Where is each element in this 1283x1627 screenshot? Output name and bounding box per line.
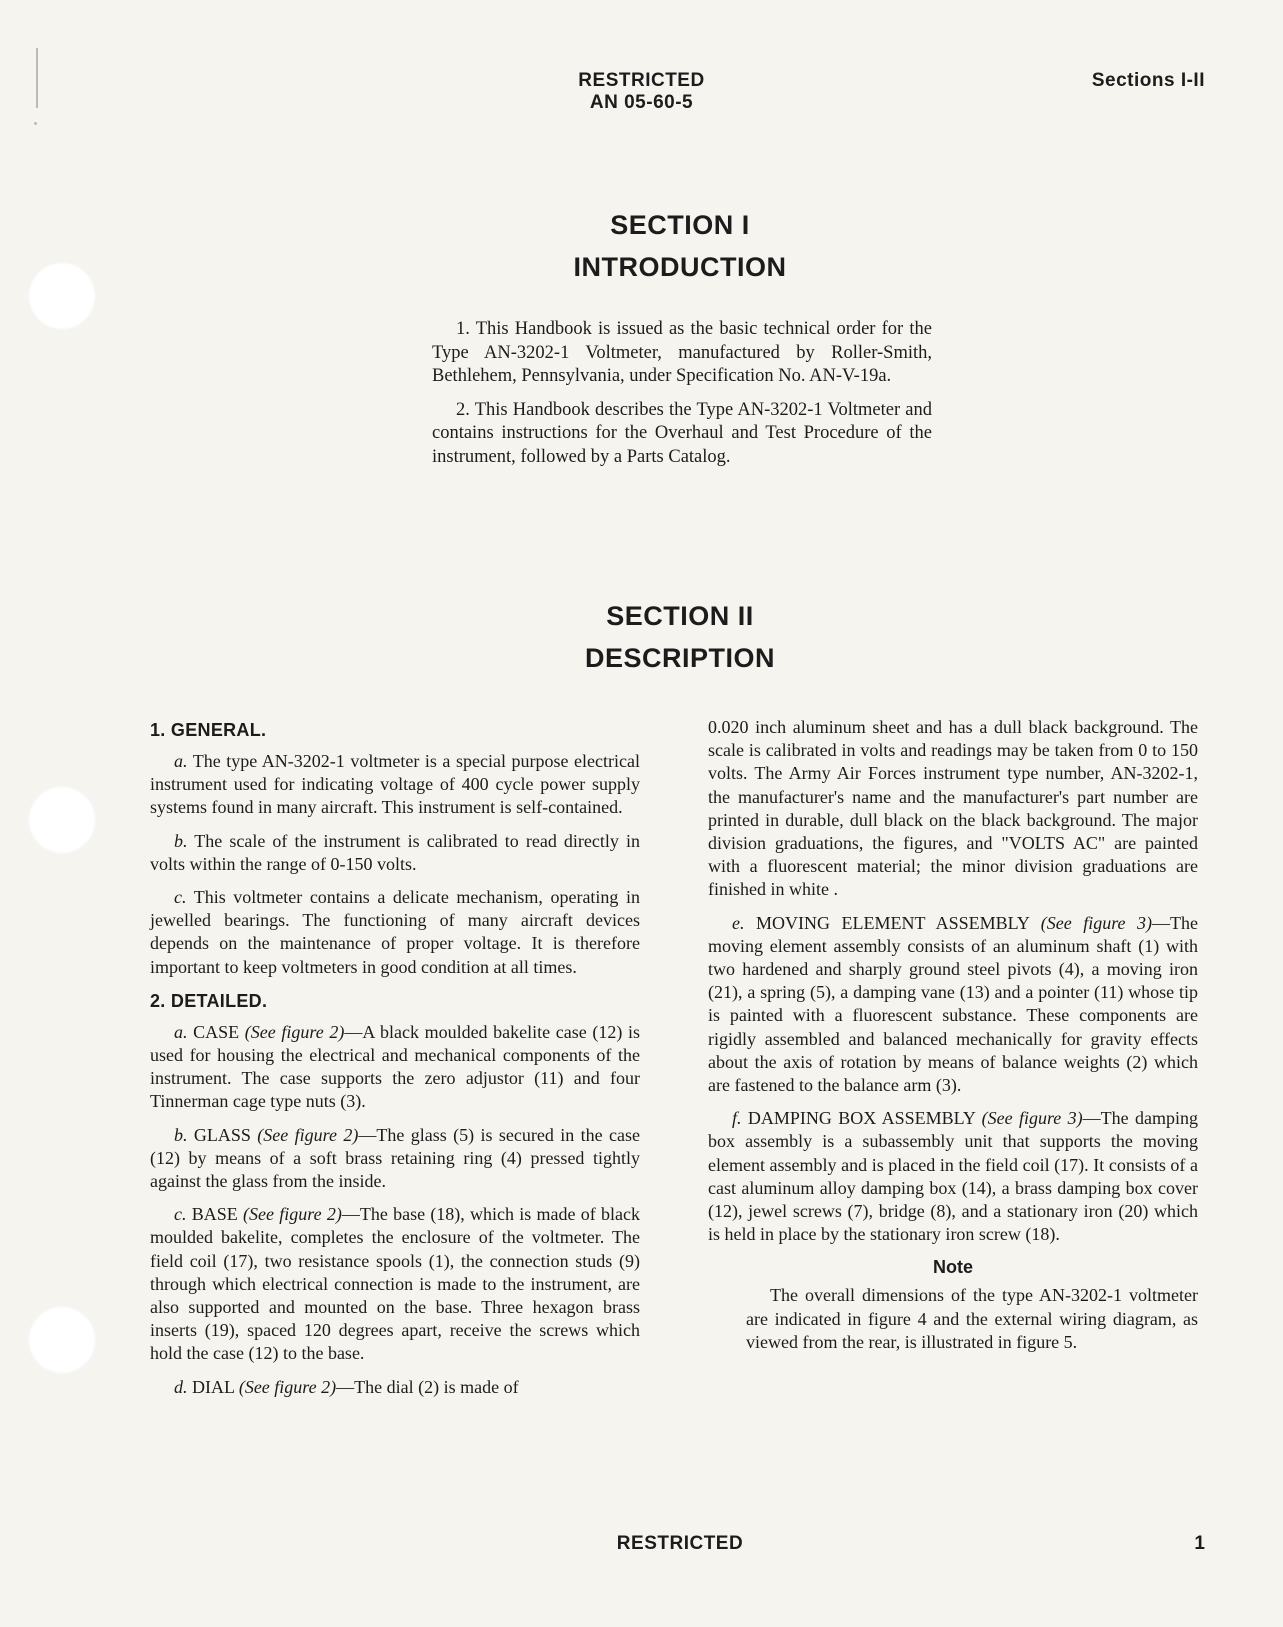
- dial-paragraph-continued: 0.020 inch aluminum sheet and has a dull black background. The scale is calibrated in volts and readings may be taken from 0 to 150 volts. The Army Air Forces instrument type number, AN-3202-1, the manufacturer's name and the manufacturer's part number are printed in durable, dull black on the black background. The major division graduations, the figures, and "VOLTS AC" are painted with a fluorescent material; the minor division graduations are finished in white .: [708, 717, 1198, 900]
- detailed-paragraph-glass: b. GLASS (See figure 2)—The glass (5) is secured in the case (12) by means of a soft brass retaining ring (4) pressed tightly against the glass from the inside.: [150, 1124, 640, 1192]
- intro-paragraph-1: 1. This Handbook is issued as the basic technical order for the Type AN-3202-1 Voltmeter, manufactured by Roller-Smith, Bethlehem, Pennsylvania, under Specification No. AN-V-19a.: [432, 319, 932, 386]
- item-letter: c.: [174, 887, 187, 908]
- header-sections: Sections I-II: [1091, 70, 1205, 91]
- description-right-column: [708, 716, 1198, 1364]
- detailed-heading: 2. DETAILED.: [150, 990, 268, 1011]
- general-heading: 1. GENERAL.: [150, 720, 267, 740]
- general-paragraph-c: c. This voltmeter contains a delicate mechanism, operating in jewelled bearings. The functioning of many aircraft devices depends on the maintenance of proper voltage. It is therefore important to keep voltmeters in good condition at all times.: [150, 887, 640, 977]
- page-header: [0, 70, 1283, 114]
- page-number: 1: [1194, 1533, 1205, 1554]
- section-2-title: DESCRIPTION: [584, 643, 776, 673]
- figure-reference: (See figure 2): [238, 1376, 337, 1397]
- detailed-paragraph-dial: d. DIAL (See figure 2)—The dial (2) is made of: [174, 1376, 519, 1397]
- note-text: The overall dimensions of the type AN-3202-1 voltmeter are indicated in figure 4 and the external wiring diagram, as viewed from the rear, is illustrated in figure 5.: [746, 1285, 1198, 1352]
- footer-classification: RESTRICTED: [616, 1533, 744, 1554]
- section-1-title: INTRODUCTION: [573, 252, 787, 282]
- introduction-body: [432, 318, 932, 479]
- detailed-paragraph-moving-element: e. MOVING ELEMENT ASSEMBLY (See figure 3)—The moving element assembly consists of an aluminum shaft (1) with two hardened and sharply ground steel pivots (4), a moving iron (21), a spring (5), a damping vane (13) and a pointer (11) whose tip is painted with a fluorescent substance. These components are rigidly assembled and balanced mechanically for gravity effects about the axis of rotation by means of balance weights (2) which are fastened to the balance arm (3).: [708, 912, 1198, 1096]
- figure-reference: (See figure 3): [1040, 912, 1153, 933]
- figure-reference: (See figure 2): [243, 1204, 342, 1225]
- binder-hole-middle: [28, 786, 96, 854]
- section-1-number: SECTION I: [610, 210, 750, 240]
- figure-reference: (See figure 3): [981, 1108, 1083, 1129]
- scan-mark: [34, 122, 37, 125]
- detailed-paragraph-base: c. BASE (See figure 2)—The base (18), which is made of black moulded bakelite, completes the enclosure of the voltmeter. The field coil (17), two resistance spools (1), the connection studs (9) through which electrical connection is made to the instrument, are also supported and mounted on the base. Three hexagon brass inserts (19), spaced 120 degrees apart, receive the screws which hold the case (12) to the base.: [150, 1204, 641, 1364]
- note-heading: Note: [933, 1257, 973, 1278]
- header-classification: RESTRICTED: [578, 70, 705, 91]
- figure-reference: (See figure 2): [244, 1021, 345, 1042]
- figure-reference: (See figure 2): [257, 1124, 359, 1145]
- binder-hole-bottom: [28, 1306, 96, 1374]
- intro-paragraph-2: 2. This Handbook describes the Type AN-3202-1 Voltmeter and contains instructions for the Overhaul and Test Procedure of the instrument, followed by a Parts Catalog.: [432, 399, 932, 467]
- description-left-column: [150, 718, 640, 1409]
- section-2-number: SECTION II: [606, 601, 754, 631]
- item-letter: a.: [174, 751, 188, 771]
- detailed-paragraph-case: a. CASE (See figure 2)—A black moulded bakelite case (12) is used for housing the electrical and mechanical components of the instrument. The case supports the zero adjustor (11) and four Tinnerman cage type nuts (3).: [150, 1021, 641, 1112]
- item-letter: b.: [174, 830, 188, 851]
- header-doc-number: AN 05-60-5: [589, 92, 694, 113]
- general-paragraph-b: b. The scale of the instrument is calibrated to read directly in volts within the range of 0-150 volts.: [150, 830, 640, 874]
- general-paragraph-a: a. The type AN-3202-1 voltmeter is a special purpose electrical instrument used for indicating voltage of 400 cycle power supply systems found in many aircraft. This instrument is self-contained.: [150, 751, 640, 818]
- detailed-paragraph-damping-box: f. DAMPING BOX ASSEMBLY (See figure 3)—The damping box assembly is a subassembly unit that supports the moving element assembly and is placed in the field coil (17). It consists of a cast aluminum alloy damping box (14), a brass damping box cover (12), jewel screws (7), bridge (8), and a stationary iron (20) which is held in place by the stationary iron screw (18).: [708, 1108, 1198, 1245]
